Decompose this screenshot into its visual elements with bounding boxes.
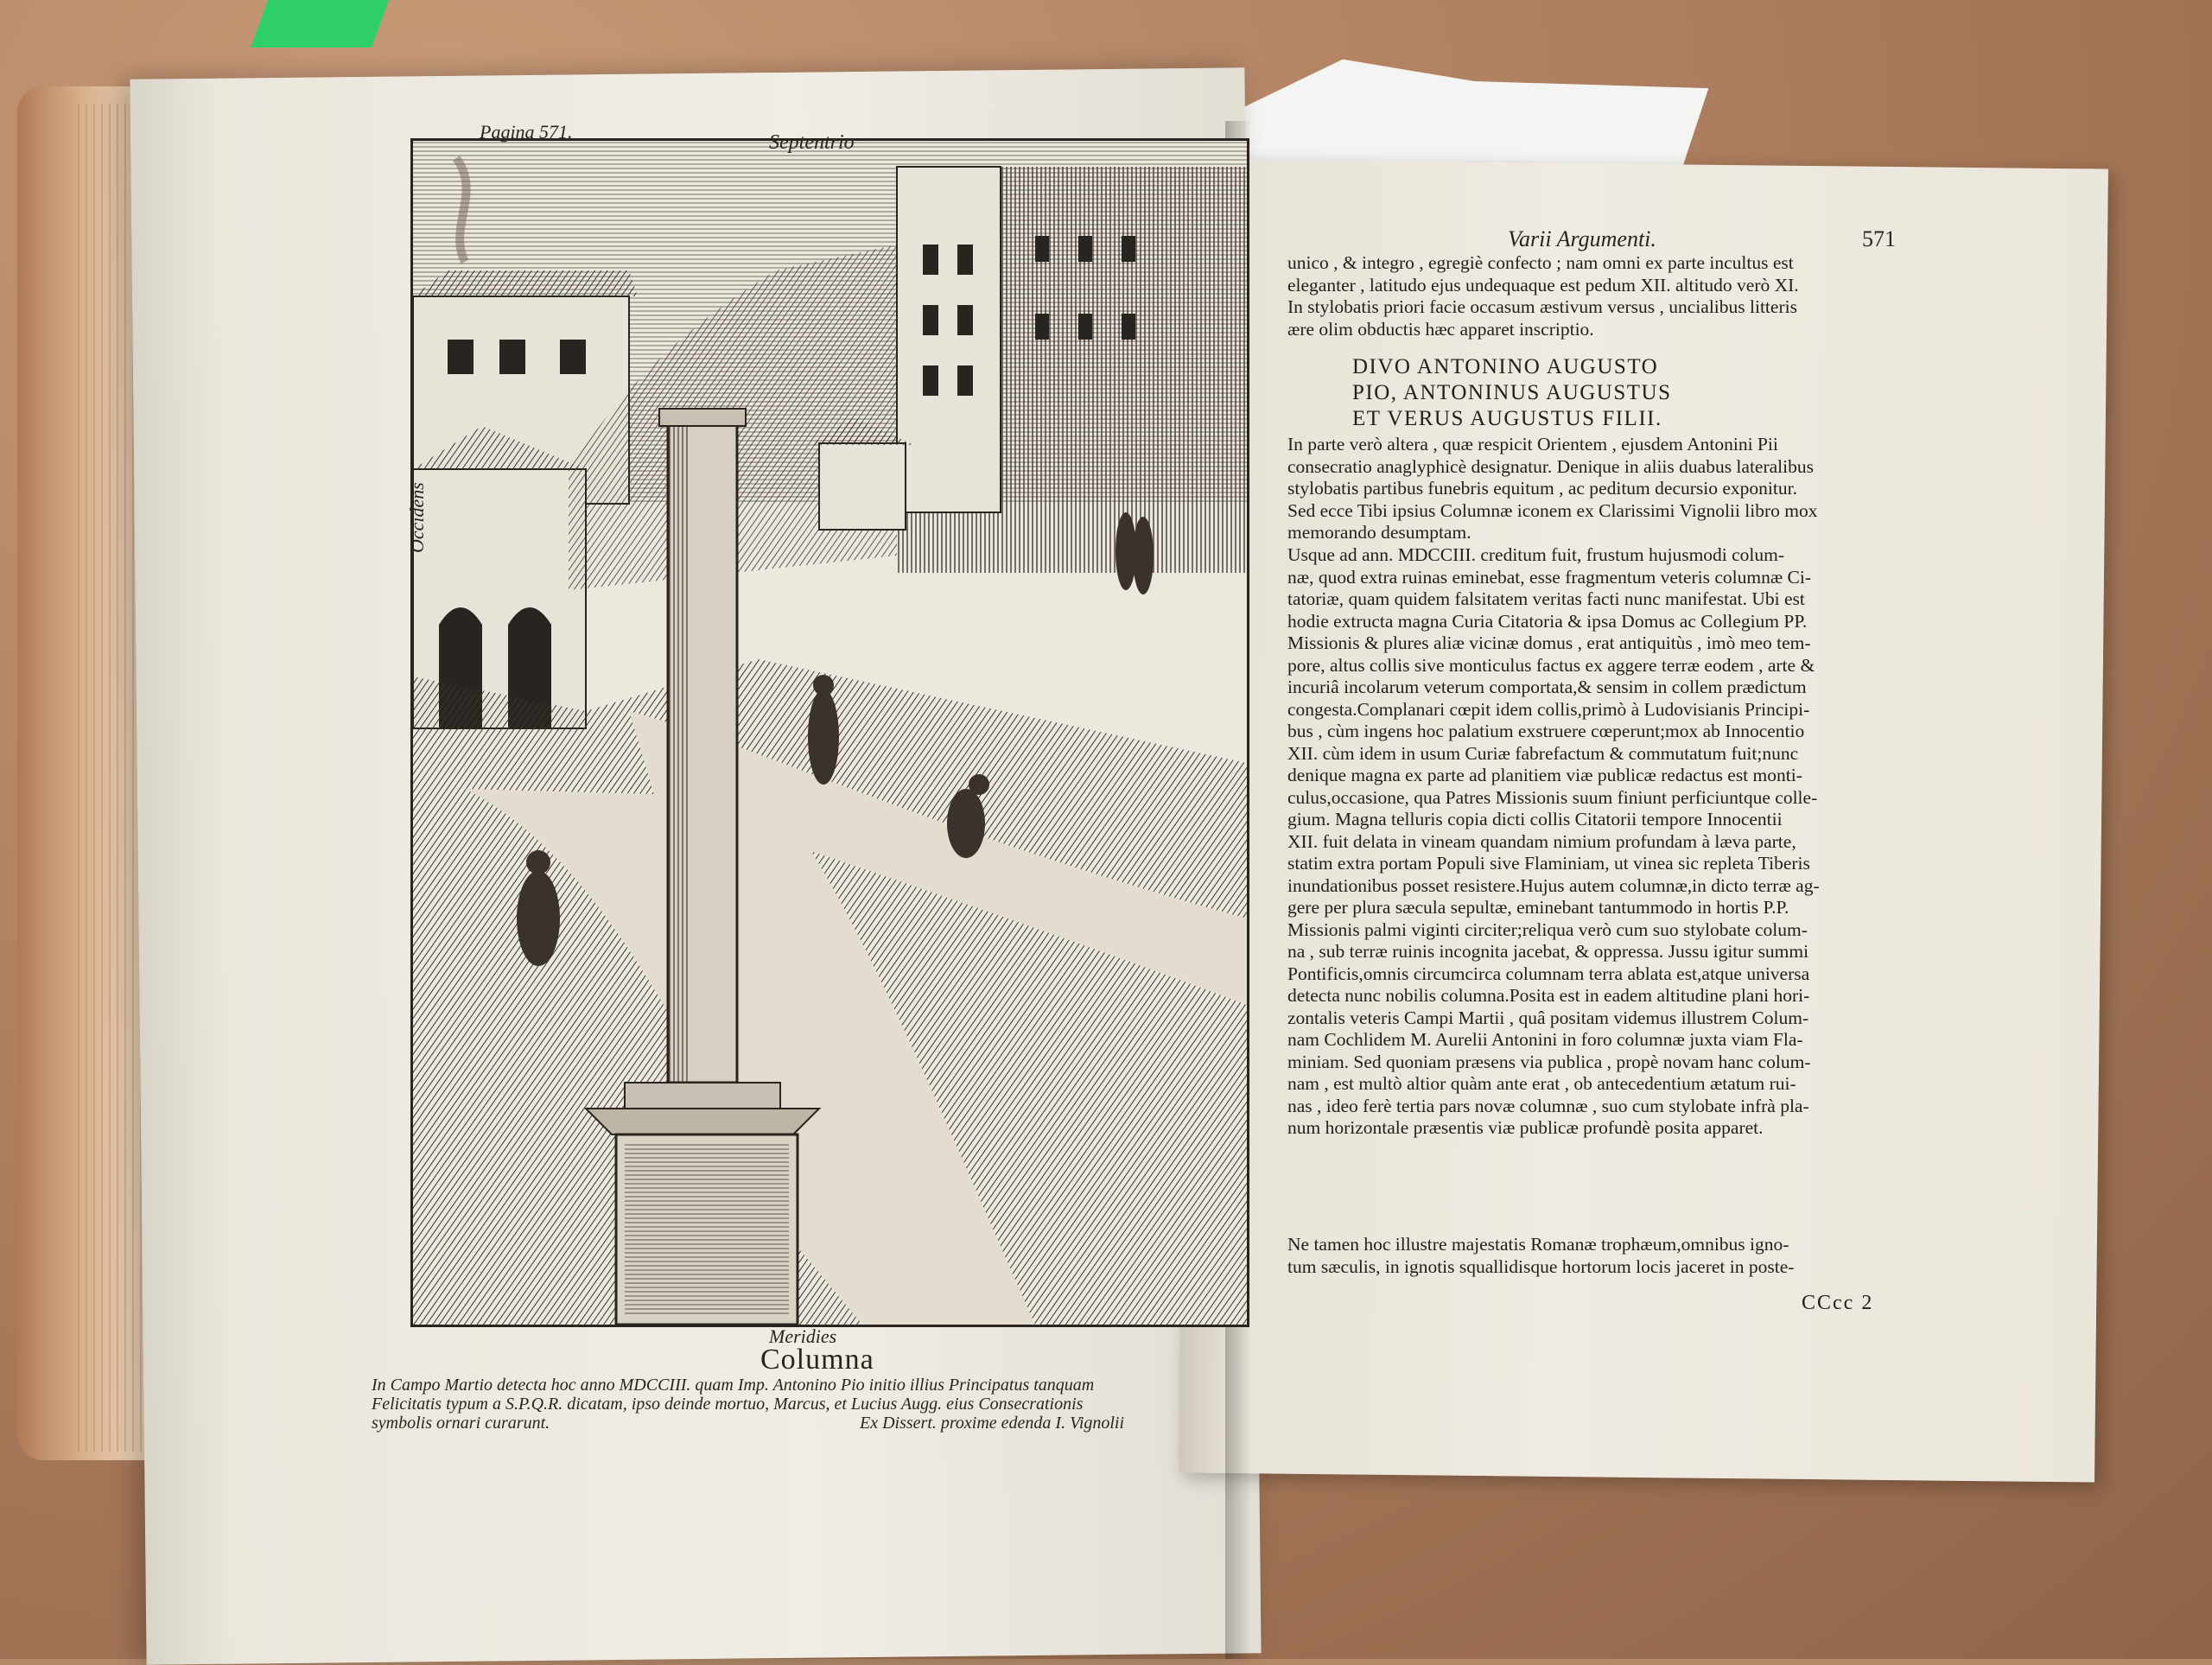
text-line: statim extra portam Populi sive Flaminiam, ut vinea sic repleta Tiberis xyxy=(1287,853,1810,874)
text-line: unico , & integro , egregiè confecto ; nam omni ex parte incultus est xyxy=(1287,252,1794,273)
pedestal-relief xyxy=(625,1143,789,1316)
engraving-illustration xyxy=(413,141,1247,1325)
caption-line: In Campo Martio detecta hoc anno MDCCIII. quam Imp. Antonino Pio initio illius Principatus tanquam xyxy=(372,1376,1095,1395)
small-house xyxy=(819,443,906,530)
running-head: Varii Argumenti. xyxy=(1508,226,1656,251)
text-line: gium. Magna telluris copia dicti collis Citatorii tempore Innocentii xyxy=(1287,809,1783,829)
text-line: tatoriæ, quam quidem falsitatem veritas facti nunc manifestat. Ubi est xyxy=(1287,588,1805,609)
text-line: Missionis & plures aliæ vicinæ domus , erat antiquitùs , imò meo tem- xyxy=(1287,632,1811,653)
column-shade xyxy=(668,417,690,1083)
text-line: hodie extructa magna Curia Citatoria & ipsa Domus ac Collegium PP. xyxy=(1287,610,1808,632)
left-roof xyxy=(413,270,638,296)
text-line: Ne tamen hoc illustre majestatis Romanæ trophæum,omnibus igno- xyxy=(1287,1234,1789,1255)
caption-line: Felicitatis typum a S.P.Q.R. dicatam, ipso deinde mortuo, Marcus, et Lucius Augg. eius Consecrationis xyxy=(372,1395,1084,1414)
plate-page-label: Pagina 571. xyxy=(480,121,573,143)
paragraph-4 xyxy=(1287,1234,1794,1278)
text-line: ære olim obductis hæc apparet inscriptio. xyxy=(1287,318,1594,340)
text-line: XII. cùm idem in usum Curiæ fabrefactum & commutatum fuit;nunc xyxy=(1287,742,1799,764)
compass-west-label: Occidens xyxy=(406,482,428,553)
inscription-line: DIVO ANTONINO AUGUSTO xyxy=(1352,355,1659,378)
text-line: gere per plura sæcula sepultæ, eminebant tantummodo in hortis P.P. xyxy=(1287,897,1789,918)
text-line: memorando desumptam. xyxy=(1287,522,1471,543)
text-line: Usque ad ann. MDCCIII. creditum fuit, frustum hujusmodi colum- xyxy=(1287,544,1785,565)
paragraph-1 xyxy=(1287,252,1799,340)
engraving-plate xyxy=(410,138,1249,1327)
text-line: In parte verò altera , quæ respicit Orientem , ejusdem Antonini Pii xyxy=(1287,434,1778,454)
text-line: nam Cochlidem M. Aurelii Antonini in foro columnæ juxta viam Fla- xyxy=(1287,1029,1803,1050)
text-line: inundationibus posset resistere.Hujus autem columnæ,in dicto terræ ag- xyxy=(1287,874,1820,896)
text-line: pore, altus collis sive monticulus factus ex aggere terræ eodem , arte & xyxy=(1287,654,1815,676)
text-line: zontalis veteris Campi Martii , quâ positam videmus illustrem Colum- xyxy=(1287,1007,1809,1028)
plate-title: Columna xyxy=(760,1344,874,1376)
text-line: congesta.Complanari cœpit idem collis,primò à Ludovisianis Principi- xyxy=(1287,698,1810,720)
text-line: stylobatis partibus funebris equitum , ac peditum decursio exponitur. xyxy=(1287,478,1797,499)
text-line: incuriâ incolarum veterum comportata,& sensim in collem prædictum xyxy=(1287,677,1807,697)
text-line: XII. fuit delata in vineam quandam nimium profundam à læva parte, xyxy=(1287,830,1796,852)
inscription xyxy=(1352,354,1672,432)
text-line: detecta nunc nobilis columna.Posita est in eadem altitudine plani hori- xyxy=(1287,985,1810,1006)
text-line: In stylobatis priori facie occasum æstivum versus , uncialibus litteris xyxy=(1287,296,1797,317)
text-line: nam , est multò altior quàm ante erat , ob antecedentium ætatum rui- xyxy=(1287,1073,1796,1094)
text-line: bus , cùm ingens hoc palatium exstruere cœperunt;mox ab Innocentio xyxy=(1287,721,1805,741)
text-line: consecratio anaglyphicè designatur. Denique in aliis duabus lateralibus xyxy=(1287,455,1814,477)
signature-mark: CCcc 2 xyxy=(1802,1292,1874,1314)
text-line: Pontificis,omnis circumcirca columnam terra ablata est,atque universa xyxy=(1287,963,1810,984)
text-line: denique magna ex parte ad planitiem viæ publicæ redactus est monti- xyxy=(1287,765,1802,785)
paragraph-2 xyxy=(1287,434,1817,544)
paragraph-3 xyxy=(1287,544,1820,1140)
text-line: Missionis palmi viginti circiter;reliqua verò cum suo stylobate colum- xyxy=(1287,918,1808,940)
inscription-line: ET VERUS AUGUSTUS FILII. xyxy=(1352,407,1662,430)
text-line: miniam. Sed quoniam præsens via publica , propè novam hanc colum- xyxy=(1287,1051,1811,1072)
compass-south-label: Meridies xyxy=(769,1325,837,1347)
text-line: Sed ecce Tibi ipsius Columnæ iconem ex Clarissimi Vignolii libro mox xyxy=(1287,499,1818,521)
inscription-line: PIO, ANTONINUS AUGUSTUS xyxy=(1352,381,1672,404)
text-line: næ, quod extra ruinas eminebat, esse fragmentum veteris columnæ Ci- xyxy=(1287,566,1812,588)
tower-front xyxy=(897,167,1001,512)
text-line: culus,occasione, qua Patres Missionis suum finiunt perficiuntque colle- xyxy=(1287,786,1818,808)
caption-line: symbolis ornari curarunt. xyxy=(372,1414,550,1433)
text-line: nas , ideo ferè tertia pars novæ columnæ , suo cum stylobate infrà pla- xyxy=(1287,1095,1809,1116)
column-top xyxy=(659,409,746,426)
text-line: eleganter , latitudo ejus undequaque est pedum XII. altitudo verò XI. xyxy=(1287,274,1799,296)
column-base xyxy=(625,1083,780,1109)
text-line: num horizontale præsentis viæ publicæ profundè posita apparet. xyxy=(1287,1117,1764,1138)
caption-source: Ex Dissert. proxime edenda I. Vignolii xyxy=(860,1414,1125,1433)
text-line: na , sub terræ ruinis incognita jacebat, & oppressa. Jussu igitur summi xyxy=(1287,941,1809,962)
page-number: 571 xyxy=(1862,226,1896,251)
pedestal-cap xyxy=(586,1109,819,1134)
left-windows xyxy=(448,340,586,374)
green-tag xyxy=(251,0,389,48)
text-line: tum sæculis, in ignotis squallidisque hortorum locis jaceret in poste- xyxy=(1287,1255,1795,1277)
compass-north-label: Septentrio xyxy=(769,131,855,154)
